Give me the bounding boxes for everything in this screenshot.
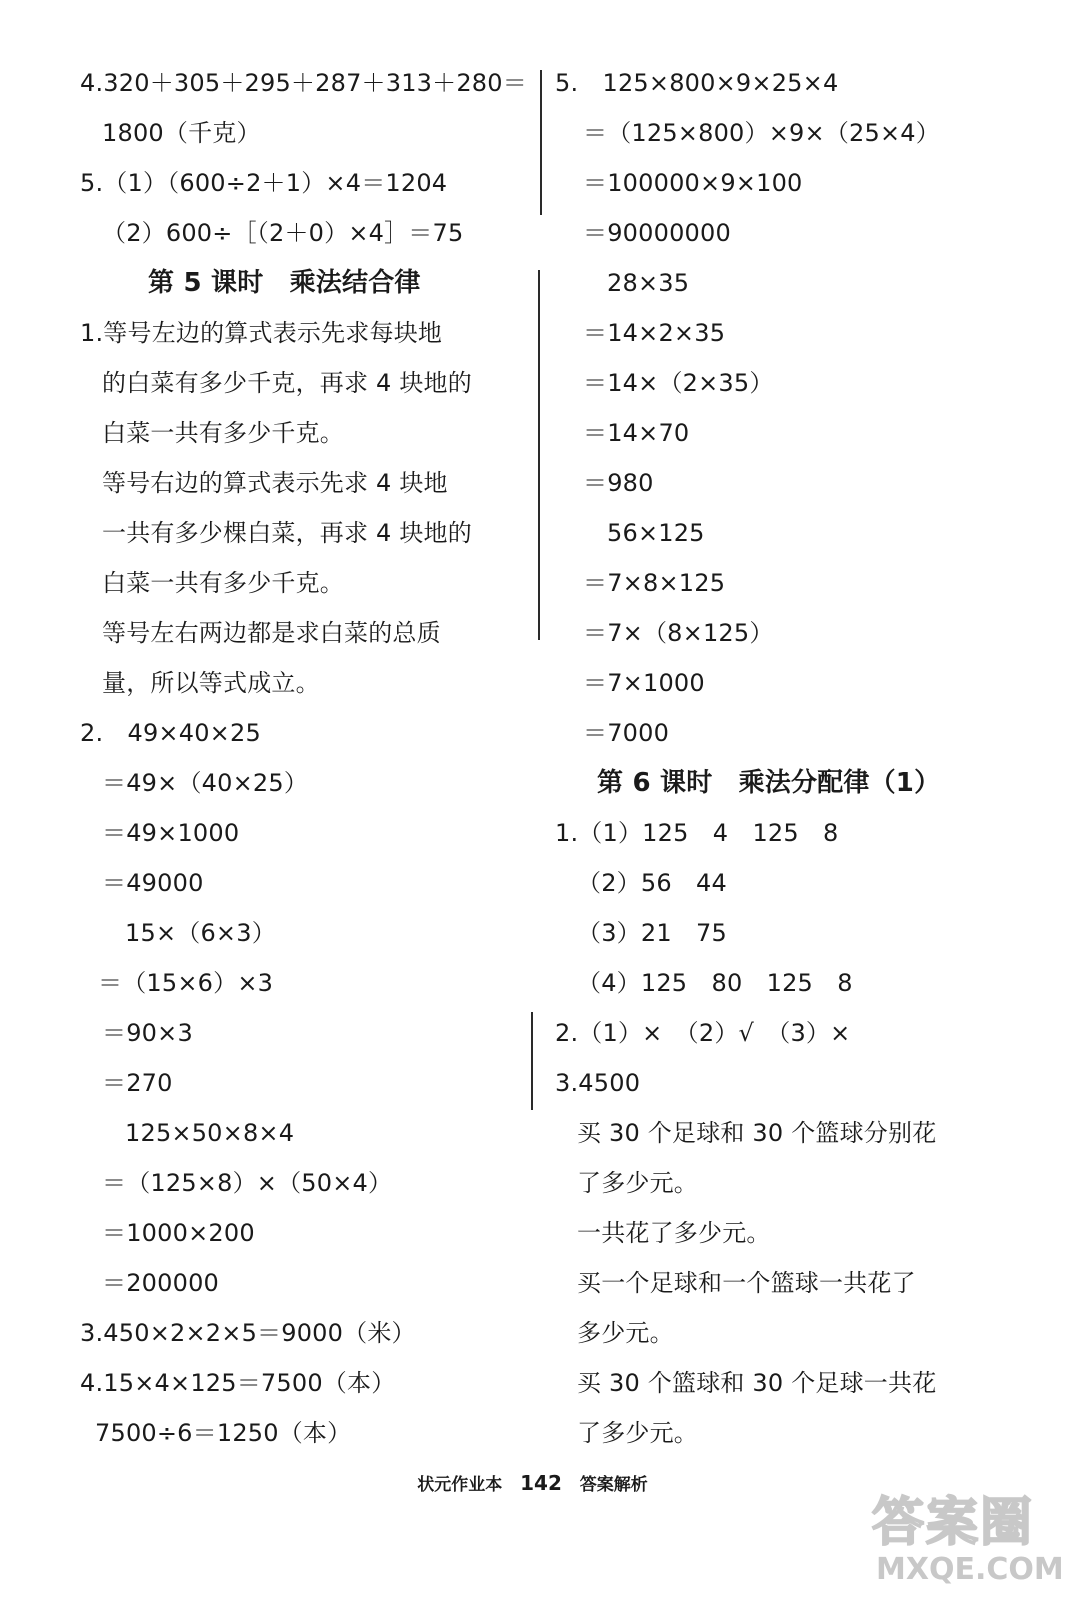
- answer-line: ＝（15×6）×3: [98, 969, 274, 997]
- answer-line: 4.320＋305＋295＋287＋313＋280＝: [80, 69, 527, 97]
- answer-line: 3.4500: [555, 1069, 641, 1097]
- column-divider: [531, 1012, 533, 1110]
- answer-line: 1800（千克）: [102, 119, 261, 147]
- answer-line: 白菜一共有多少千克。: [102, 419, 344, 447]
- answer-line: 7500÷6＝1250（本）: [95, 1419, 352, 1447]
- answer-line: 等号右边的算式表示先求 4 块地: [102, 469, 448, 497]
- section-title: 第 6 课时 乘法分配律（1）: [597, 768, 941, 798]
- answer-line: 一共花了多少元。: [577, 1219, 771, 1247]
- watermark-english: MXQE.COM: [876, 1552, 1064, 1587]
- answer-line: ＝7×1000: [583, 669, 705, 697]
- answer-line: 125×50×8×4: [125, 1119, 295, 1147]
- left-column: [80, 58, 530, 1458]
- answer-line: 4.15×4×125＝7500（本）: [80, 1369, 396, 1397]
- answer-line: 5. 125×800×9×25×4: [555, 69, 839, 97]
- answer-line: ＝1000×200: [102, 1219, 255, 1247]
- answer-line: ＝90000000: [583, 219, 731, 247]
- answer-line: （2）56 44: [577, 869, 727, 897]
- answer-line: ＝14×（2×35）: [583, 369, 774, 397]
- column-divider: [540, 70, 542, 215]
- page-number: 142: [520, 1471, 562, 1495]
- answer-line: 2. 49×40×25: [80, 719, 261, 747]
- section-name: 答案解析: [579, 1475, 648, 1495]
- answer-line: ＝200000: [102, 1269, 220, 1297]
- answer-line: ＝90×3: [102, 1019, 193, 1047]
- answer-line: 56×125: [607, 519, 705, 547]
- answer-line: 2.（1）× （2）√ （3）×: [555, 1019, 851, 1047]
- watermark: [870, 1480, 1065, 1598]
- answer-line: （4）125 80 125 8: [577, 969, 853, 997]
- answer-line: 一共有多少棵白菜，再求 4 块地的: [102, 519, 472, 547]
- answer-line: 1.（1）125 4 125 8: [555, 819, 839, 847]
- answer-line: ＝（125×800）×9×（25×4）: [583, 119, 940, 147]
- answer-line: ＝7×（8×125）: [583, 619, 774, 647]
- answer-line: ＝980: [583, 469, 654, 497]
- answer-line: （3）21 75: [577, 919, 727, 947]
- answer-line: 3.450×2×2×5＝9000（米）: [80, 1319, 416, 1347]
- answer-line: 15×（6×3）: [125, 919, 276, 947]
- answer-line: ＝49×（40×25）: [102, 769, 309, 797]
- answer-line: 买 30 个篮球和 30 个足球一共花: [577, 1369, 937, 1397]
- section-title: 第 5 课时 乘法结合律: [148, 268, 421, 298]
- answer-line: 28×35: [607, 269, 690, 297]
- column-divider: [538, 270, 540, 640]
- answer-line: ＝14×70: [583, 419, 690, 447]
- answer-line: 买 30 个足球和 30 个篮球分别花: [577, 1119, 937, 1147]
- answer-line: 量，所以等式成立。: [102, 669, 320, 697]
- answer-line: ＝49000: [102, 869, 204, 897]
- watermark-chinese: 答案圈: [872, 1493, 1035, 1553]
- answer-line: 买一个足球和一个篮球一共花了: [577, 1269, 916, 1297]
- answer-line: ＝14×2×35: [583, 319, 726, 347]
- answer-line: 白菜一共有多少千克。: [102, 569, 344, 597]
- answer-line: 了多少元。: [577, 1419, 698, 1447]
- answer-line: ＝49×1000: [102, 819, 240, 847]
- answer-line: 了多少元。: [577, 1169, 698, 1197]
- answer-line: ＝100000×9×100: [583, 169, 803, 197]
- answer-line: 的白菜有多少千克，再求 4 块地的: [102, 369, 472, 397]
- answer-line: 多少元。: [577, 1319, 674, 1347]
- answer-line: 5.（1）（600÷2＋1）×4＝1204: [80, 169, 448, 197]
- right-column: [555, 58, 1000, 1458]
- answer-line: ＝7000: [583, 719, 670, 747]
- answer-line: ＝270: [102, 1069, 173, 1097]
- answer-line: 1.等号左边的算式表示先求每块地: [80, 319, 443, 347]
- book-name: 状元作业本: [417, 1475, 503, 1495]
- answer-line: ＝（125×8）×（50×4）: [102, 1169, 393, 1197]
- answer-line: ＝7×8×125: [583, 569, 726, 597]
- answer-line: 等号左右两边都是求白菜的总质: [102, 619, 441, 647]
- answer-line: （2）600÷［（2＋0）×4］＝75: [102, 219, 464, 247]
